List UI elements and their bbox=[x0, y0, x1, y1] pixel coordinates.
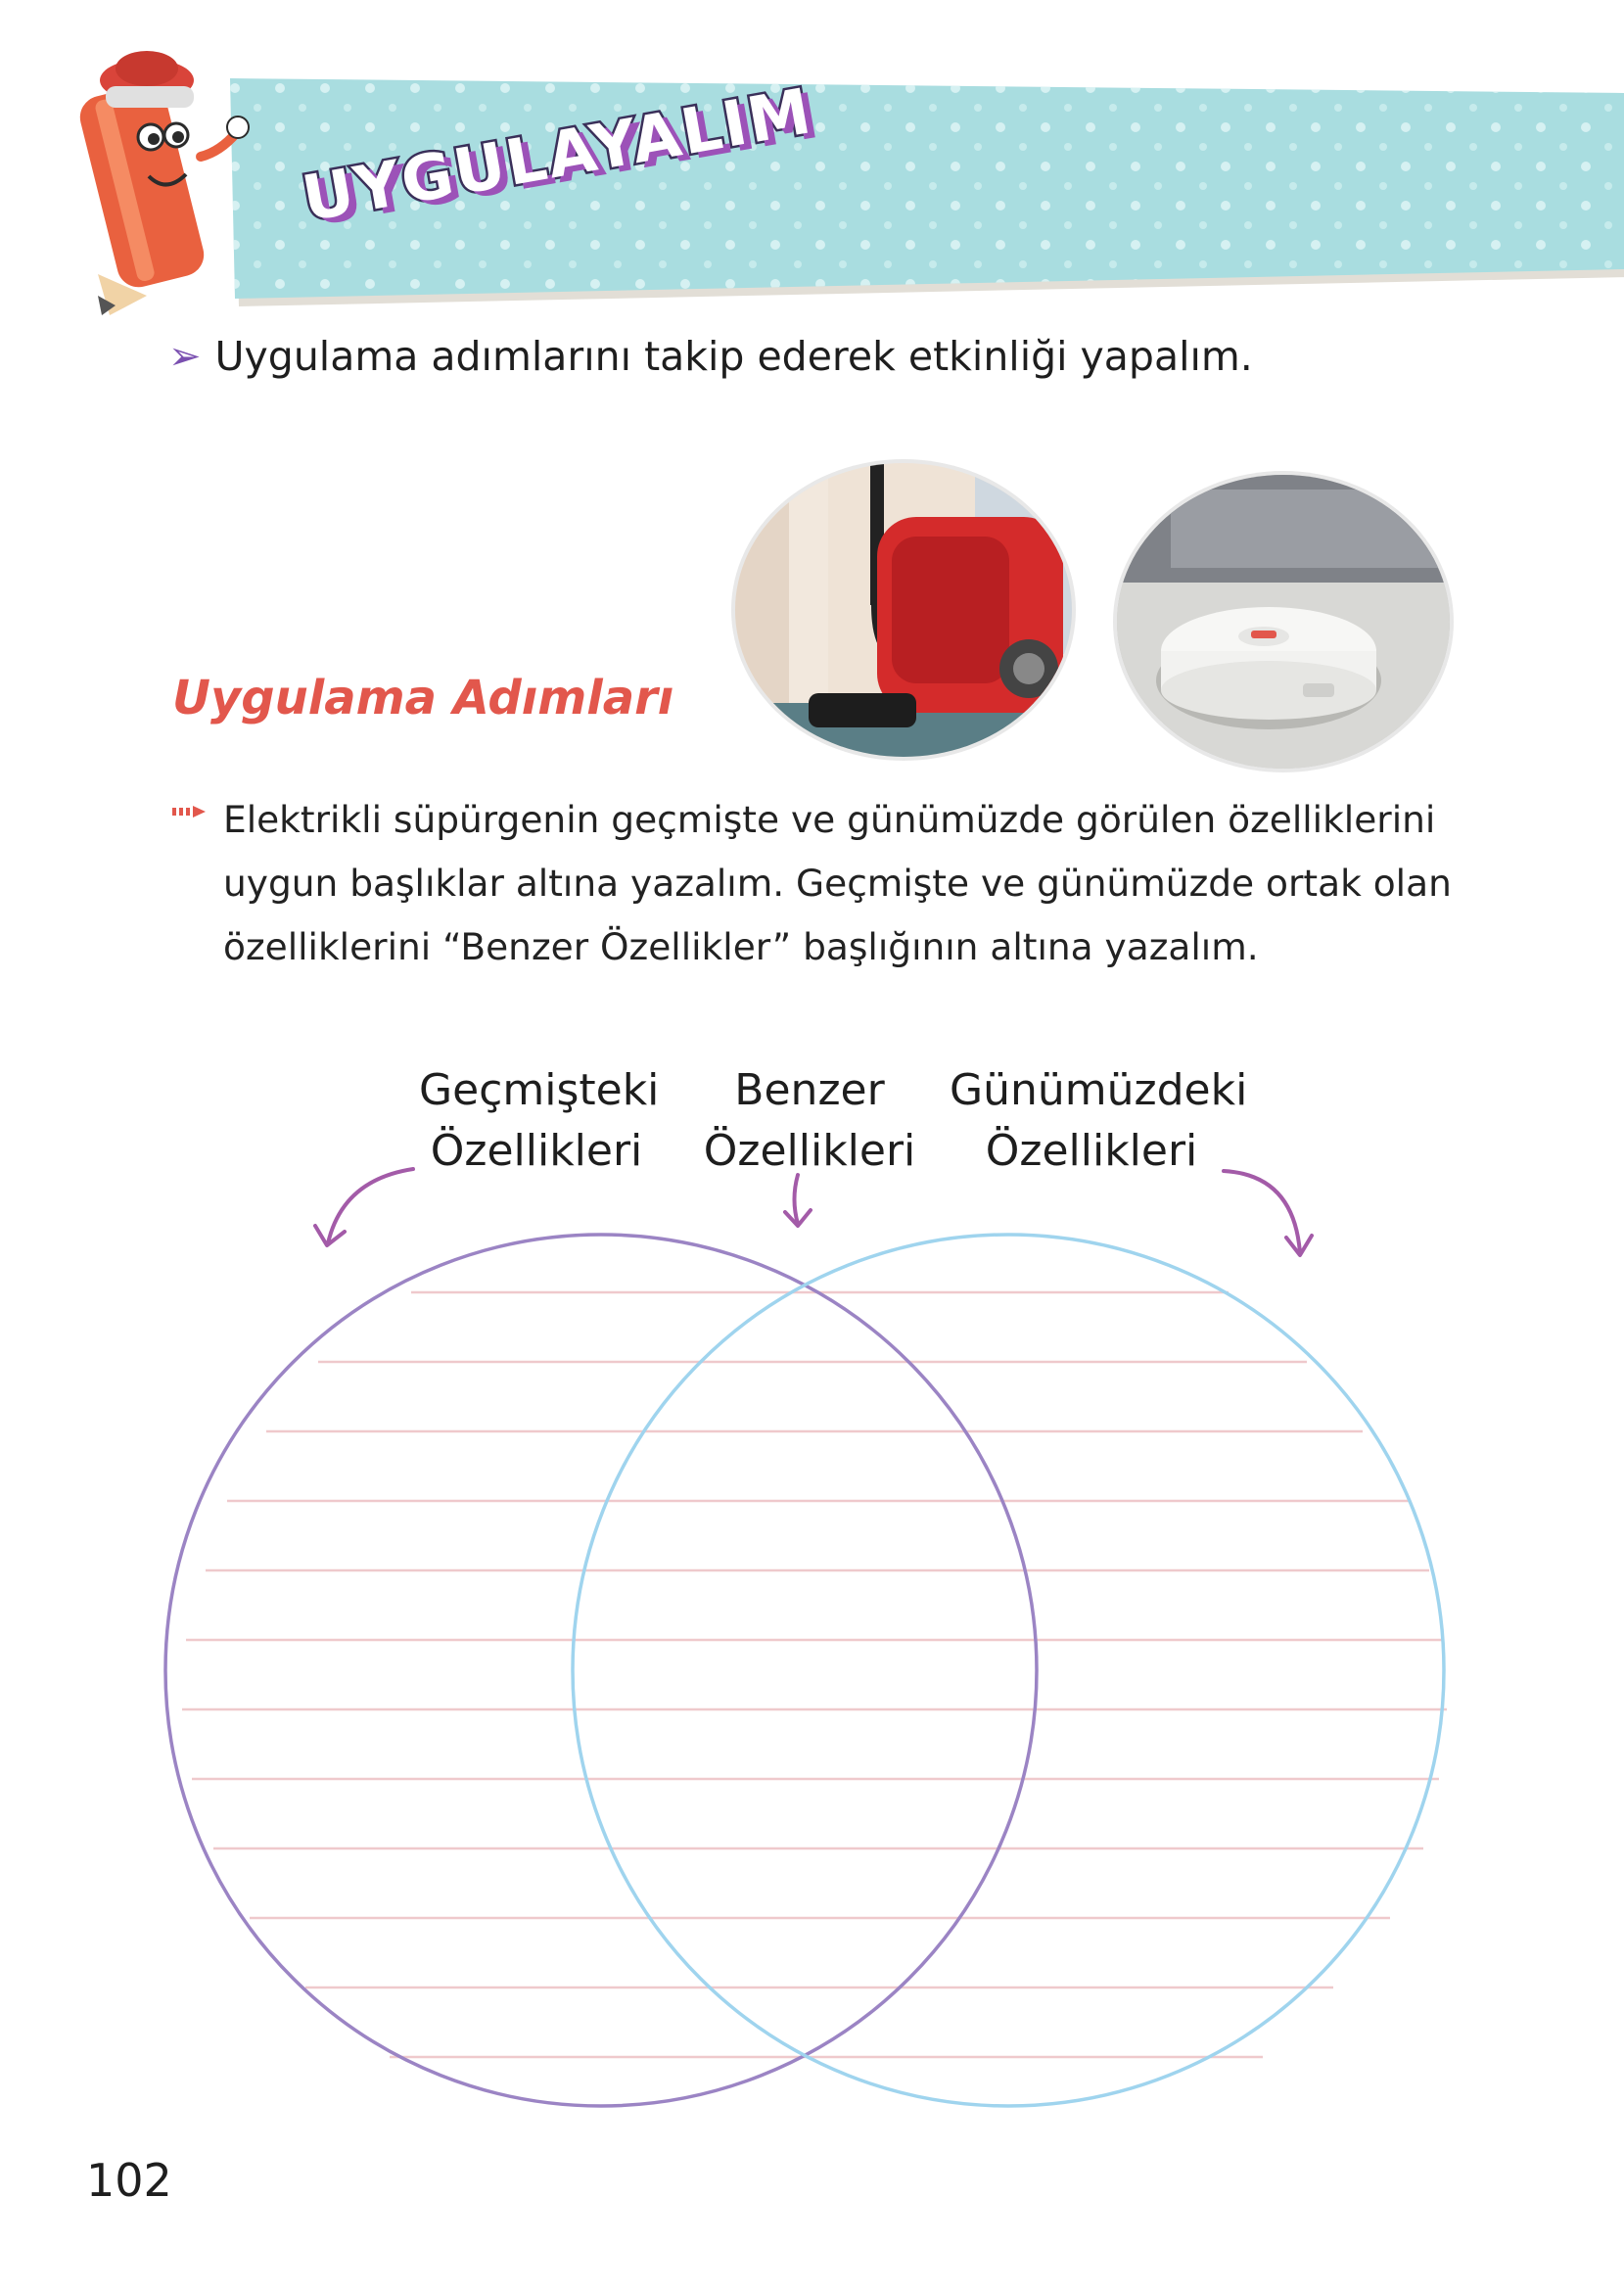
instruction bbox=[168, 333, 1253, 380]
step-item bbox=[172, 788, 1474, 979]
label-common-line-1: Benzer bbox=[734, 1065, 885, 1115]
banner-title: UYGULAYALIM bbox=[297, 75, 818, 237]
arrow-bullet-icon: ➢ bbox=[168, 334, 202, 379]
writing-lines bbox=[182, 1292, 1447, 2057]
photo-robot-vacuum bbox=[1112, 470, 1455, 773]
label-present-line-2: Özellikleri bbox=[985, 1126, 1198, 1176]
venn-circle-present bbox=[573, 1235, 1444, 2106]
arrow-common-icon bbox=[795, 1175, 799, 1224]
step-line-3: özelliklerini “Benzer Özellikler” başlığının altına yazalım. bbox=[223, 925, 1259, 968]
pencil-mascot-icon bbox=[75, 51, 249, 315]
step-line-2: uygun başlıklar altına yazalım. Geçmişte ve günümüzde ortak olan bbox=[223, 862, 1452, 905]
venn-circle-past bbox=[165, 1235, 1037, 2106]
pointer-arrows bbox=[315, 1169, 1312, 1255]
section-title: Uygulama Adımları bbox=[172, 671, 674, 725]
step-line-1: Elektrikli süpürgenin geçmişte ve günümüzde görülen özelliklerini bbox=[223, 798, 1436, 841]
label-present-line-1: Günümüzdeki bbox=[950, 1065, 1248, 1115]
dashed-arrow-bullet-icon bbox=[172, 806, 208, 818]
page-number: 102 bbox=[86, 2154, 172, 2207]
venn-diagram bbox=[0, 1146, 1624, 2154]
label-common-line-2: Özellikleri bbox=[703, 1126, 916, 1176]
label-past-line-2: Özellikleri bbox=[430, 1126, 643, 1176]
label-past-line-1: Geçmişteki bbox=[419, 1065, 660, 1115]
photo-vacuum-cleaner bbox=[730, 458, 1077, 762]
header-banner bbox=[0, 39, 1624, 333]
step-text bbox=[223, 788, 1474, 979]
instruction-text: Uygulama adımlarını takip ederek etkinliği yapalım. bbox=[214, 333, 1253, 380]
